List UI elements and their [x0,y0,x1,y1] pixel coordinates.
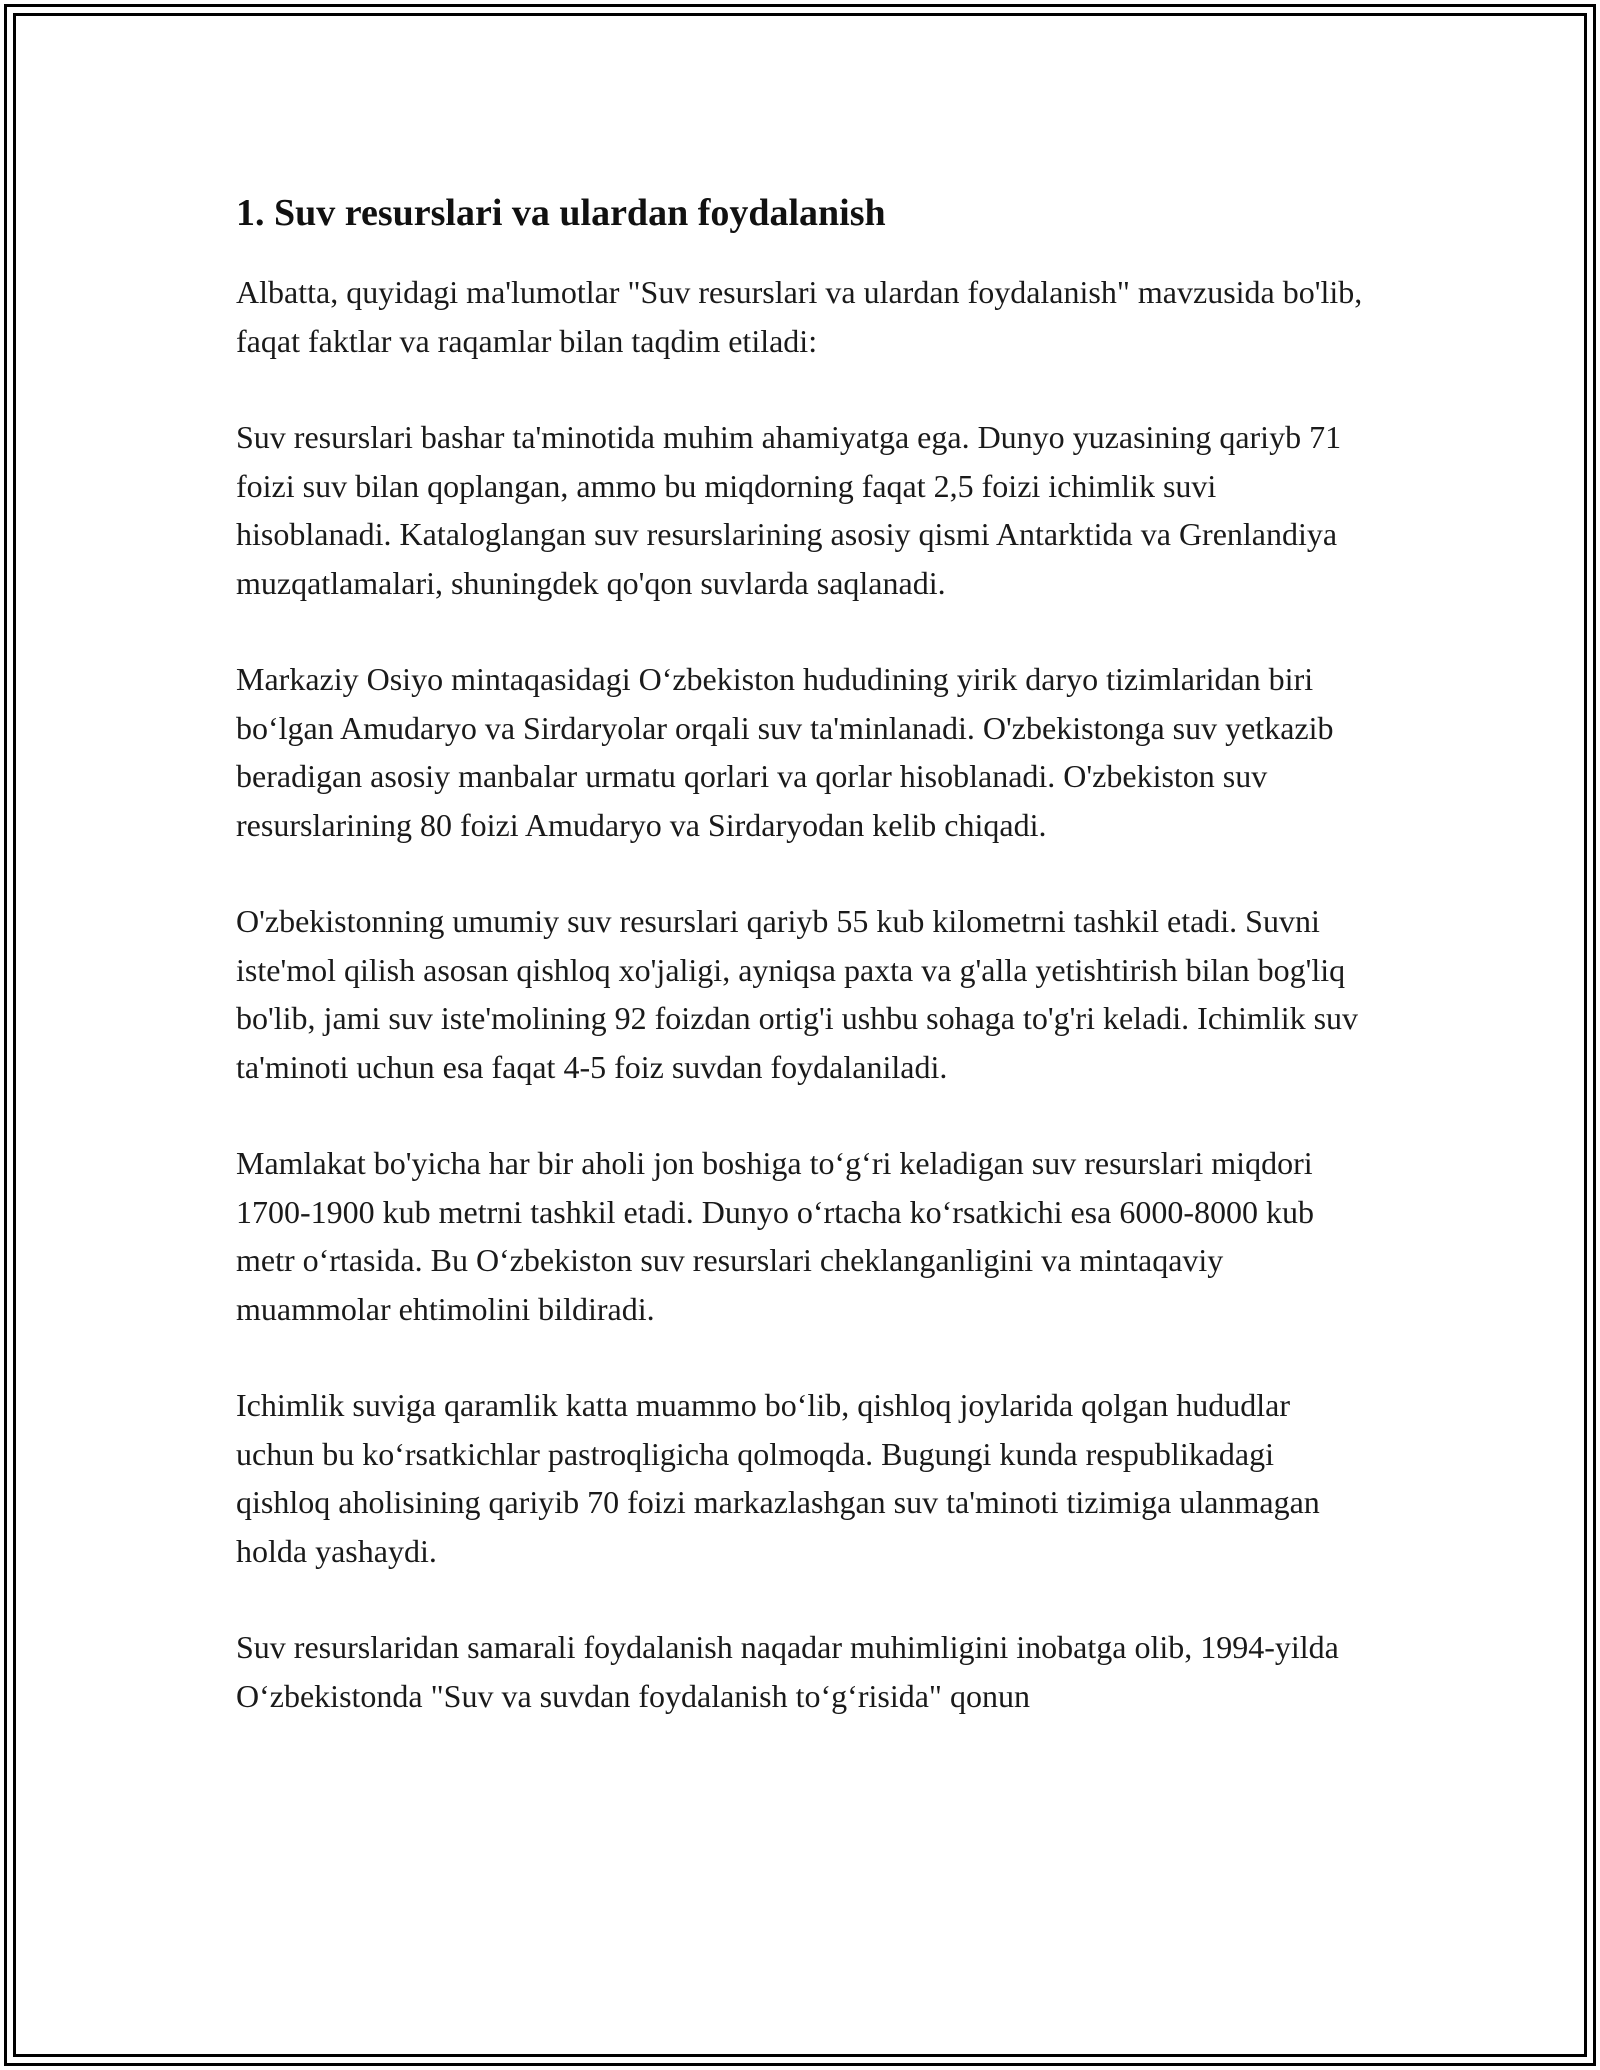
paragraph-intro: Albatta, quyidagi ma'lumotlar "Suv resurslari va ulardan foydalanish" mavzusida bo'lib, faqat faktlar va raqamlar bilan taqdim etiladi: [236,274,1363,359]
paragraph-drinking-water: Ichimlik suviga qaramlik katta muammo bo‘lib, qishloq joylarida qolgan hududlar uchun bu ko‘rsatkichlar pastroqligicha qolmoqda. Bugungi kunda respublikadagi qishloq aholisining qariyib 70 foizi markazlashgan suv ta'minoti tizimiga ulanmagan holda yashaydi. [236,1387,1320,1569]
paragraph-rivers: Markaziy Osiyo mintaqasidagi O‘zbekiston hududining yirik daryo tizimlaridan biri bo‘lgan Amudaryo va Sirdaryolar orqali suv ta'minlanadi. O'zbekistonga suv yetkazib beradigan asosiy manbalar urmatu qorlari va qorlar hisoblanadi. O'zbekiston suv resurslarining 80 foizi Amudaryo va Sirdaryodan kelib chiqadi. [236,661,1334,843]
paragraph-per-capita: Mamlakat bo'yicha har bir aholi jon boshiga to‘g‘ri keladigan suv resurslari miqdori 1700-1900 kub metrni tashkil etadi. Dunyo o‘rtacha ko‘rsatkichi esa 6000-8000 kub metr o‘rtasida. Bu O‘zbekiston suv resurslari cheklanganligini va mintaqaviy muammolar ehtimolini bildiradi. [236,1145,1314,1327]
section-title: 1. Suv resurslari va ulardan foydalanish [236,192,886,234]
document-body [236,188,1376,1768]
paragraph-law: Suv resurslaridan samarali foydalanish naqadar muhimligini inobatga olib, 1994-yilda O‘zbekistonda "Suv va suvdan foydalanish to‘g‘risida" qonun [236,1629,1339,1714]
paragraph-global-water: Suv resurslari bashar ta'minotida muhim ahamiyatga ega. Dunyo yuzasining qariyb 71 foizi suv bilan qoplangan, ammo bu miqdorning faqat 2,5 foizi ichimlik suvi hisoblanadi. Kataloglangan suv resurslarining asosiy qismi Antarktida va Grenlandiya muzqatlamalari, shuningdek qo'qon suvlarda saqlanadi. [236,419,1342,601]
paragraph-total-resources: O'zbekistonning umumiy suv resurslari qariyb 55 kub kilometrni tashkil etadi. Suvni iste'mol qilish asosan qishloq xo'jaligi, ayniqsa paxta va g'alla yetishtirish bilan bog'liq bo'lib, jami suv iste'molining 92 foizdan ortig'i ushbu sohaga to'g'ri keladi. Ichimlik suv ta'minoti uchun esa faqat 4-5 foiz suvdan foydalaniladi. [236,903,1359,1085]
